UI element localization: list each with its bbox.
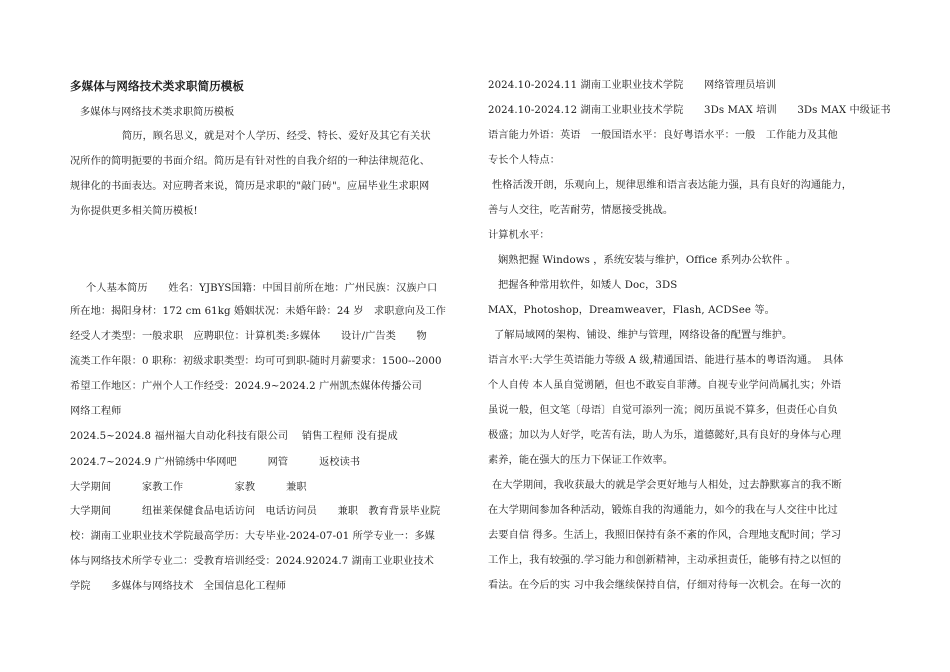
text-line: 了解局域网的架构、铺设、维护与管理，网络设备的配置与维护。	[494, 330, 793, 341]
text-line: 所在地：揭阳身材：172 cm 61kg 婚姻状况：未婚年龄：24 岁 求职意向及工作	[70, 306, 446, 317]
text-line: 体与网络技术所学专业二：受教育培训经受：2024.92024.7 湖南工业职业技术	[70, 556, 434, 567]
text-line: 极盛；加以为人好学，吃苦有法，助人为乐，道德懿好,具有良好的身体与心理	[488, 430, 842, 441]
text-line: 素养，能在强大的压力下保证工作效率。	[488, 455, 674, 466]
text-line: 看法。在今后的实 习中我会继续保持自信，仔细对待每一次机会。在每一次的	[488, 580, 842, 591]
text-line: 性格活泼开朗，乐观向上，规律思维和语言表达能力强，具有良好的沟通能力，	[492, 180, 853, 191]
text-line: 在大学期间参加各种活动，锻炼自我的沟通能力，如今的我在与人交往中比过	[488, 505, 838, 516]
subtitle-line: 多媒体与网络技术类求职简历模板	[80, 107, 235, 118]
text-line: 网络工程师	[70, 406, 122, 417]
text-line: 计算机水平：	[488, 230, 550, 241]
text-line: MAX，Photoshop，Dreamweaver，Flash, ACDSee 等。	[488, 305, 775, 316]
text-line: 简历，顾名思义，就是对个人学历、经受、特长、爱好及其它有关状	[122, 131, 431, 142]
text-line: 为你提供更多相关简历模板!	[70, 206, 198, 217]
text-line: 2024.7~2024.9 广州锦绣中华网吧 网管 返校读书	[70, 457, 361, 468]
text-line: 个人自传 本人虽自觉谫陋，但也不敢妄自菲薄。自视专业学问尚属扎实；外语	[488, 380, 842, 391]
page-title: 多媒体与网络技术类求职简历模板	[70, 79, 244, 93]
text-line: 个人基本简历 姓名：YJBYS国籍：中国目前所在地：广州民族：汉族户口	[86, 283, 438, 294]
text-line: 经受人才类型：一般求职 应聘职位：计算机类:多媒体 设计/广告类 物	[70, 331, 427, 342]
text-line: 在大学期间，我收获最大的就是学会更好地与人相处，过去静默寡言的我不断	[492, 480, 842, 491]
text-line: 娴熟把握 Windows ，系统安装与维护，Office 系列办公软件 。	[498, 255, 797, 266]
text-line: 2024.10-2024.11 湖南工业职业技术学院 网络管理员培训	[488, 80, 776, 91]
text-line: 大学期间 家教工作 家教 兼职	[70, 482, 307, 493]
text-line: 流类工作年限：0 职称：初级求职类型：均可可到职-随时月薪要求：1500--2000	[70, 356, 442, 367]
text-line: 规律化的书面表达。对应聘者来说，简历是求职的"敲门砖"。应届毕业生求职网	[70, 181, 430, 192]
text-line: 希望工作地区：广州个人工作经受：2024.9~2024.2 广州凯杰媒体传播公司	[70, 381, 422, 392]
text-line: 语言能力外语：英语 一般国语水平：良好粤语水平：一般 工作能力及其他	[488, 130, 838, 141]
text-line: 校：湖南工业职业技术学院最高学历：大专毕业-2024-07-01 所学专业一：多媒	[70, 531, 435, 542]
text-line: 学院 多媒体与网络技术 全国信息化工程师	[70, 581, 287, 592]
text-line: 语言水平:大学生英语能力等级 A 级,精通国语、能进行基本的粤语沟通。 具体	[488, 355, 844, 366]
text-line: 专长个人特点：	[488, 155, 561, 166]
text-line: 去要自信 得多。生活上，我照旧保持有条不紊的作风，合理地支配时间；学习	[488, 530, 842, 541]
text-line: 把握各种常用软件，如矮人 Doc，3DS	[498, 280, 678, 291]
text-line: 善与人交往，吃苦耐劳，情愿接受挑战。	[488, 205, 674, 216]
text-line: 虽说一般，但文笔〔母语〕自觉可添列一流；阅历虽说不算多，但责任心自负	[488, 405, 838, 416]
text-line: 工作上，我有较强的.学习能力和创新精神，主动承担责任，能够有持之以恒的	[488, 555, 842, 566]
text-line: 况所作的简明扼要的书面介绍。简历是有针对性的自我介绍的一种法律规范化、	[70, 156, 431, 167]
text-line: 大学期间 纽崔莱保健食品电话访问 电话访问员 兼职 教育背景毕业院	[70, 506, 441, 517]
text-line: 2024.5~2024.8 福州福大自动化科技有限公司 销售工程师 没有提成	[70, 431, 398, 442]
text-line: 2024.10-2024.12 湖南工业职业技术学院 3Ds MAX 培训 3Ds MAX 中级证书	[488, 105, 891, 116]
